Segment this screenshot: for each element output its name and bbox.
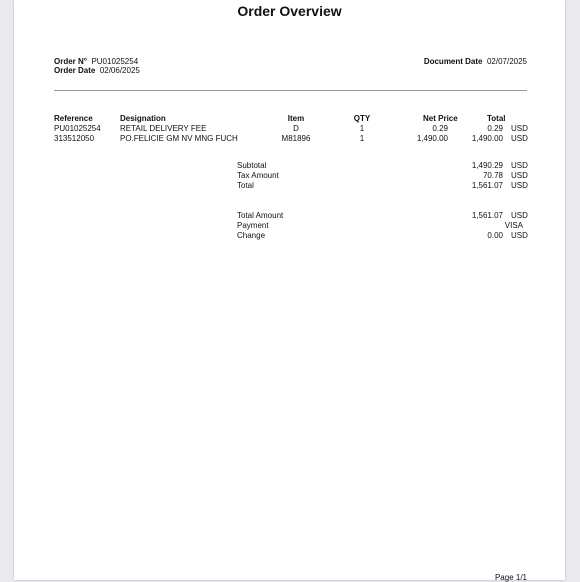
- tax-amount-currency: USD: [511, 171, 528, 180]
- page-title: Order Overview: [237, 3, 342, 19]
- payment-value: VISA: [504, 221, 523, 230]
- row-1-item: D: [293, 124, 299, 133]
- total-amount-label: Total Amount: [237, 211, 284, 220]
- row-2-item: M81896: [281, 134, 311, 143]
- total-amount-currency: USD: [511, 211, 528, 220]
- subtotal-value: 1,490.29: [471, 161, 503, 170]
- total-currency: USD: [511, 181, 528, 190]
- document-date-label: Document Date: [423, 57, 483, 66]
- tax-amount-label: Tax Amount: [237, 171, 279, 180]
- total-label: Total: [237, 181, 254, 190]
- row-2-currency: USD: [511, 134, 528, 143]
- row-2-reference: 313512050: [54, 134, 95, 143]
- payment-label: Payment: [237, 221, 269, 230]
- row-1-qty: 1: [359, 124, 365, 133]
- row-2-qty: 1: [359, 134, 365, 143]
- row-1-net-price: 0.29: [432, 124, 448, 133]
- col-header-item: Item: [287, 114, 305, 123]
- order-number: PU01025254: [91, 57, 139, 66]
- subtotal-currency: USD: [511, 161, 528, 170]
- row-2-designation: PO.FELICIE GM NV MNG FUCH: [120, 134, 238, 143]
- header-divider: [54, 90, 527, 91]
- change-value: 0.00: [487, 231, 503, 240]
- col-header-total: Total: [487, 114, 506, 123]
- change-currency: USD: [511, 231, 528, 240]
- col-header-net-price: Net Price: [423, 114, 458, 123]
- order-meta: [54, 57, 140, 75]
- row-1-designation: RETAIL DELIVERY FEE: [120, 124, 207, 133]
- col-header-designation: Designation: [120, 114, 166, 123]
- document-meta: [424, 57, 527, 66]
- row-2-net-price: 1,490.00: [416, 134, 448, 143]
- row-1-total: 0.29: [487, 124, 503, 133]
- col-header-reference: Reference: [54, 114, 93, 123]
- col-header-qty: QTY: [353, 114, 371, 123]
- page-number: Page 1/1: [494, 573, 527, 582]
- tax-amount-value: 70.78: [482, 171, 503, 180]
- order-number-label: Order N°: [54, 57, 87, 66]
- total-value: 1,561.07: [471, 181, 503, 190]
- row-2-total: 1,490.00: [471, 134, 503, 143]
- order-date: 02/06/2025: [99, 66, 140, 75]
- change-label: Change: [237, 231, 266, 240]
- total-amount-value: 1,561.07: [471, 211, 503, 220]
- document-date: 02/07/2025: [486, 57, 527, 66]
- document-page: [14, 0, 565, 580]
- order-date-label: Order Date: [54, 66, 96, 75]
- row-1-currency: USD: [511, 124, 528, 133]
- subtotal-label: Subtotal: [237, 161, 267, 170]
- row-1-reference: PU01025254: [54, 124, 101, 133]
